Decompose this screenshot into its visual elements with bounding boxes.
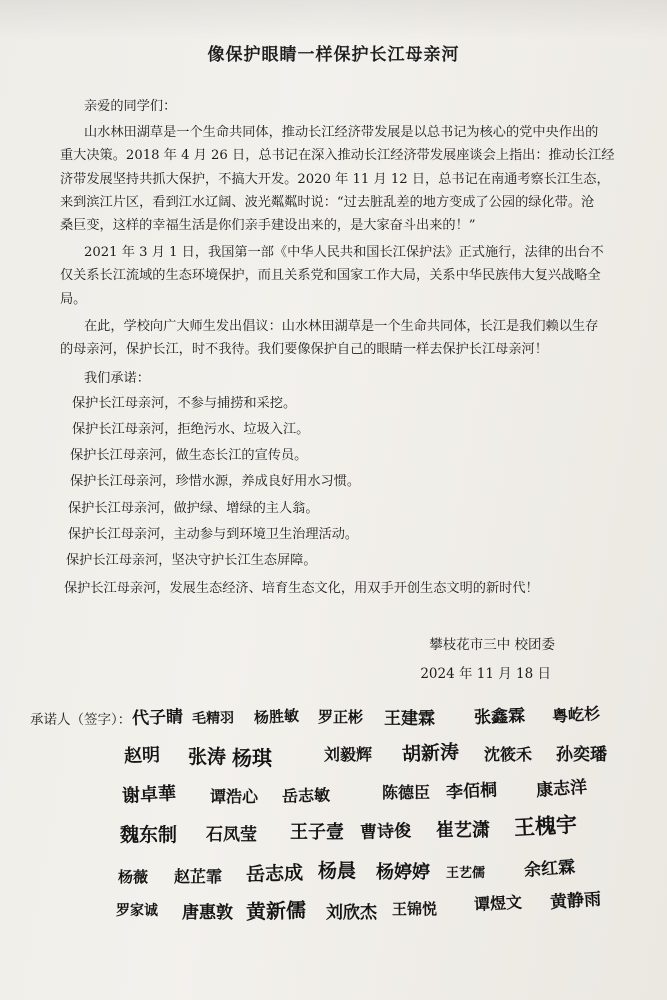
signature: 余红霖 — [523, 857, 576, 881]
signature: 罗家诚 — [116, 903, 158, 919]
signature: 赵芷霏 — [174, 867, 223, 886]
signature: 陈德臣 — [382, 783, 431, 802]
pledge-item: 保护长江母亲河，珍惜水源，养成良好用水习惯。 — [70, 474, 361, 489]
pledge-heading: 我们承诺： — [84, 371, 150, 386]
pledge-item: 保护长江母亲河，拒绝污水、垃圾入江。 — [72, 422, 310, 437]
paragraph-line: 重大决策。2018 年 4 月 26 日，总书记在深入推动长江经济带发展座谈会上指出：推动长江经 — [60, 148, 615, 163]
greeting: 亲爱的同学们： — [84, 99, 177, 114]
paragraph-line: 桑巨变，这样的幸福生活是你们亲手建设出来的，是大家奋斗出来的！” — [60, 218, 476, 233]
signature: 赵明 — [123, 744, 161, 767]
signature: 谭煜文 — [473, 892, 523, 914]
signature: 曹诗俊 — [359, 821, 412, 843]
signature: 李佰桐 — [445, 780, 498, 803]
signature: 孙奕璠 — [556, 745, 607, 765]
signature: 胡新涛 — [401, 741, 460, 766]
signature: 杨婷婷 — [376, 862, 430, 883]
pledge-item: 保护长江母亲河，做生态长江的宣传员。 — [70, 448, 308, 463]
issuer: 攀枝花市三中 校团委 — [429, 637, 555, 653]
signature: 杨胜敏 — [253, 706, 300, 727]
pledge-item: 保护长江母亲河，坚决守护长江生态屏障。 — [66, 553, 317, 568]
paragraph-line: 来到滨江片区，看到江水辽阔、波光粼粼时说：“过去脏乱差的地方变成了公园的绿化带。沧 — [60, 195, 595, 210]
signature: 王艺儒 — [446, 866, 486, 881]
signature: 黄静雨 — [549, 889, 602, 913]
signature: 杨晨 — [318, 860, 357, 882]
paragraph-line: 2021 年 3 月 1 日，我国第一部《中华人民共和国长江保护法》正式施行，法律的出台不 — [84, 245, 604, 260]
document-title: 像保护眼睛一样保护长江母亲河 — [207, 45, 460, 65]
signature: 王建霖 — [384, 709, 435, 729]
signature: 唐惠敦 — [182, 903, 233, 923]
signature: 罗正彬 — [318, 708, 364, 726]
signature: 王锦悦 — [392, 900, 438, 918]
pledge-item: 保护长江母亲河，发展生态经济、培育生态文化，用双手开创生态文明的新时代！ — [64, 581, 539, 596]
signature: 杨薇 — [118, 868, 149, 886]
paragraph-line: 在此，学校向广大师生发出倡议：山水林田湖草是一个生命共同体，长江是我们赖以生存 — [84, 319, 599, 334]
signature: 张鑫霖 — [473, 706, 526, 728]
signature: 石凤莹 — [206, 825, 257, 845]
signature: 岳志成 — [245, 862, 304, 886]
signature: 魏东制 — [120, 824, 178, 846]
signature: 康志洋 — [535, 777, 588, 801]
paragraph-line: 山水林田湖草是一个生命共同体，推动长江经济带发展是以总书记为核心的党中央作出的 — [84, 125, 599, 140]
signature: 崔艺潇 — [436, 820, 490, 841]
signature: 王槐宇 — [513, 812, 578, 840]
signature: 沈筱禾 — [484, 745, 533, 764]
signature: 毛精羽 — [191, 710, 235, 727]
issue-date: 2024 年 11 月 18 日 — [420, 666, 551, 682]
signature: 王子壹 — [290, 822, 344, 843]
paragraph-line: 局。 — [60, 292, 87, 307]
signature: 代子睛 — [131, 707, 184, 729]
pledge-item: 保护长江母亲河，不参与捕捞和采挖。 — [72, 396, 297, 411]
signature: 谢卓華 — [121, 783, 177, 807]
paragraph-line: 的母亲河，保护长江，时不我待。我们要像保护自己的眼睛一样去保护长江母亲河！ — [60, 342, 548, 357]
signature: 张涛 — [188, 746, 227, 768]
signature-label: 承诺人（签字）： — [30, 712, 132, 728]
signature: 谭浩心 — [210, 787, 259, 806]
signature: 杨琪 — [232, 746, 272, 770]
paragraph-line: 仅关系长江流域的生态环境保护，而且关系党和国家工作大局，关系中华民族伟大复兴战略全 — [60, 268, 601, 283]
signature: 刘毅辉 — [324, 745, 373, 764]
paragraph-line: 济带发展坚持共抓大保护，不搞大开发。2020 年 11 月 12 日，总书记在南通考察长江生态， — [60, 172, 610, 187]
pledge-item: 保护长江母亲河，做护绿、增绿的主人翁。 — [68, 501, 319, 516]
signature: 粤屹杉 — [551, 703, 601, 726]
signature: 岳志敏 — [281, 785, 331, 806]
signature: 刘欣杰 — [326, 903, 377, 923]
signature: 黄新儒 — [245, 897, 307, 924]
pledge-item: 保护长江母亲河，主动参与到环境卫生治理活动。 — [68, 527, 359, 542]
